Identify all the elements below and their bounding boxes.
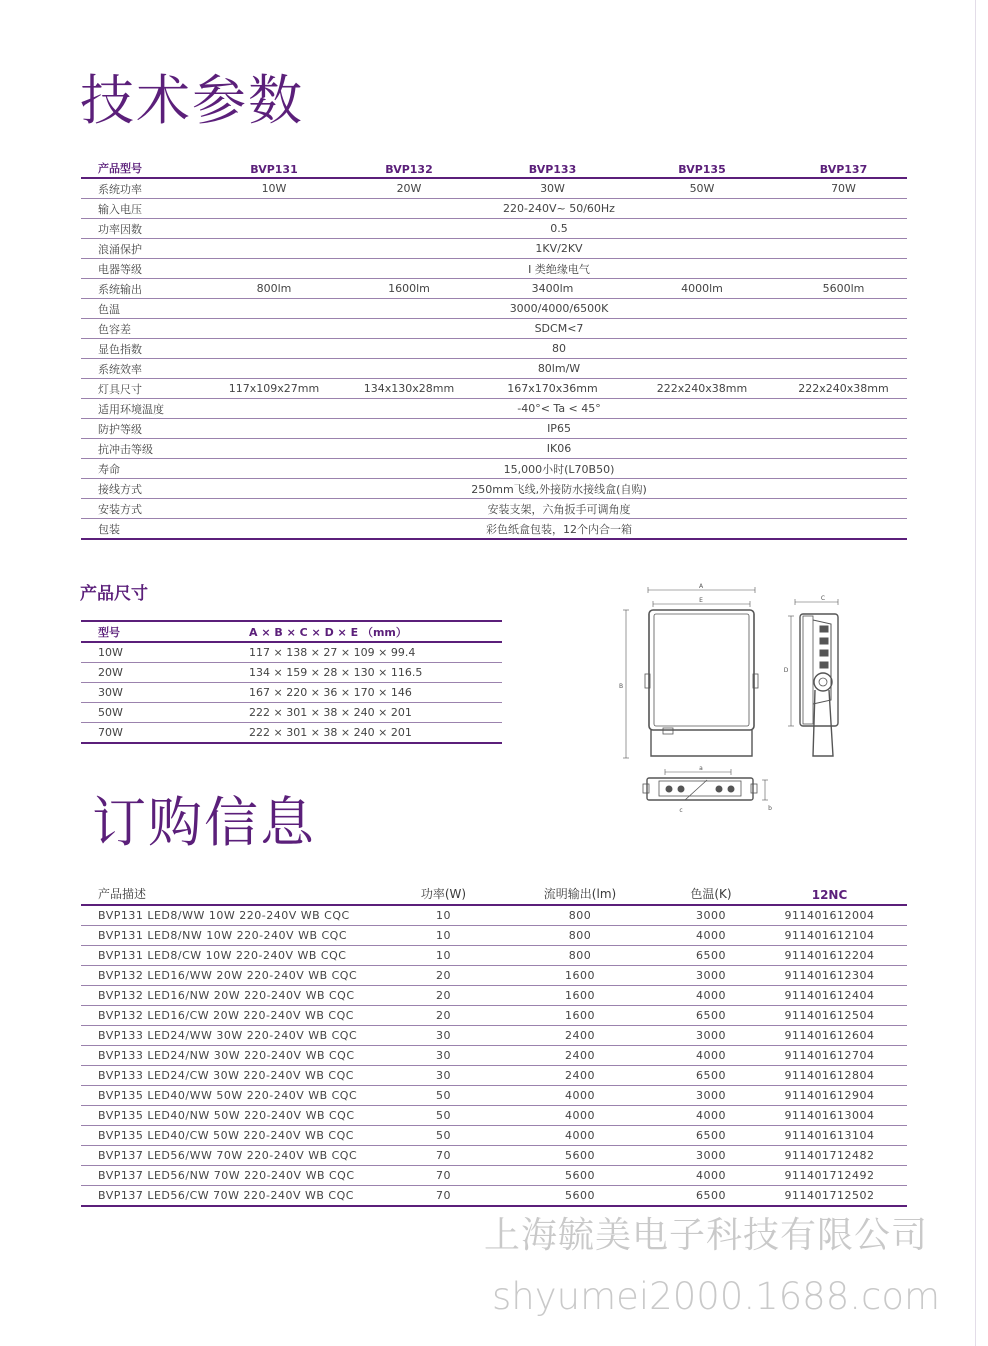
order-row (81, 1106, 907, 1126)
spec-shared-cell: 彩色纸盒包装，12个内合一箱 (211, 519, 907, 540)
order-power-cell: 70 (397, 1166, 490, 1186)
order-row (81, 1066, 907, 1086)
watermark-company: 上海毓美电子科技有限公司 (484, 1215, 929, 1256)
spec-row-label: 显色指数 (81, 339, 211, 359)
spec-row-label: 包装 (81, 519, 211, 540)
dimensions-table (81, 620, 502, 744)
spec-row (81, 459, 907, 479)
spec-row-label: 寿命 (81, 459, 211, 479)
spec-row-label: 输入电压 (81, 199, 211, 219)
dims-model-header: 型号 (81, 621, 213, 642)
order-power-cell: 30 (397, 1026, 490, 1046)
spec-row-label: 适用环境温度 (81, 399, 211, 419)
drawing-label-e: E (699, 597, 703, 604)
order-lumen-cell: 2400 (490, 1046, 670, 1066)
dims-model-cell: 50W (81, 703, 213, 723)
order-cct-cell: 6500 (670, 1066, 752, 1086)
spec-cell: 20W (337, 178, 481, 199)
order-12nc-cell: 911401612804 (752, 1066, 907, 1086)
order-lumen-cell: 1600 (490, 1006, 670, 1026)
order-header-cct: 色温(K) (670, 880, 752, 905)
order-info-title: 订购信息 (92, 791, 316, 854)
drawing-label-a-lower: a (699, 765, 703, 772)
order-description-cell: BVP133 LED24/NW 30W 220-240V WB CQC (81, 1046, 397, 1066)
order-power-cell: 10 (397, 905, 490, 926)
spec-cell: 1600lm (337, 279, 481, 299)
order-description-cell: BVP132 LED16/CW 20W 220-240V WB CQC (81, 1006, 397, 1026)
order-header-description: 产品描述 (81, 880, 397, 905)
order-row (81, 1166, 907, 1186)
spec-cell: 30W (481, 178, 624, 199)
spec-shared-cell: -40°< Ta < 45° (211, 399, 907, 419)
order-row (81, 926, 907, 946)
order-description-cell: BVP135 LED40/NW 50W 220-240V WB CQC (81, 1106, 397, 1126)
order-12nc-cell: 911401612004 (752, 905, 907, 926)
spec-shared-cell: IP65 (211, 419, 907, 439)
order-description-cell: BVP137 LED56/WW 70W 220-240V WB CQC (81, 1146, 397, 1166)
spec-shared-cell: 1KV/2KV (211, 239, 907, 259)
drawing-label-d: D (783, 667, 789, 674)
order-row (81, 966, 907, 986)
order-lumen-cell: 5600 (490, 1186, 670, 1207)
spec-model-header: BVP137 (780, 157, 907, 178)
spec-shared-cell: 220-240V~ 50/60Hz (211, 199, 907, 219)
watermark-url: shyumei2000.1688.com (492, 1275, 941, 1318)
order-row (81, 1006, 907, 1026)
dims-model-cell: 70W (81, 723, 213, 744)
spec-row (81, 299, 907, 319)
order-description-cell: BVP133 LED24/CW 30W 220-240V WB CQC (81, 1066, 397, 1086)
spec-row (81, 419, 907, 439)
order-power-cell: 10 (397, 926, 490, 946)
dims-row (81, 703, 502, 723)
spec-shared-cell: SDCM<7 (211, 319, 907, 339)
order-power-cell: 20 (397, 966, 490, 986)
spec-row-label: 色温 (81, 299, 211, 319)
order-power-cell: 30 (397, 1046, 490, 1066)
dims-size-cell: 222 × 301 × 38 × 240 × 201 (213, 723, 502, 744)
order-description-cell: BVP137 LED56/CW 70W 220-240V WB CQC (81, 1186, 397, 1207)
order-power-cell: 20 (397, 986, 490, 1006)
spec-model-header: BVP133 (481, 157, 624, 178)
order-row (81, 1186, 907, 1207)
spec-row-label: 灯具尺寸 (81, 379, 211, 399)
order-description-cell: BVP131 LED8/NW 10W 220-240V WB CQC (81, 926, 397, 946)
spec-row-label: 电器等级 (81, 259, 211, 279)
order-row (81, 986, 907, 1006)
spec-row-label: 抗冲击等级 (81, 439, 211, 459)
order-12nc-cell: 911401612904 (752, 1086, 907, 1106)
order-cct-cell: 4000 (670, 986, 752, 1006)
drawing-label-c-upper: C (820, 595, 826, 602)
spec-row (81, 439, 907, 459)
dims-size-header: A × B × C × D × E （mm） (213, 621, 502, 642)
order-12nc-cell: 911401612704 (752, 1046, 907, 1066)
order-lumen-cell: 4000 (490, 1086, 670, 1106)
order-cct-cell: 4000 (670, 1046, 752, 1066)
drawing-label-b: B (618, 683, 624, 690)
spec-cell: 50W (624, 178, 780, 199)
dimensions-header-row (81, 621, 502, 642)
spec-model-header: BVP135 (624, 157, 780, 178)
order-cct-cell: 3000 (670, 966, 752, 986)
order-header-row (81, 880, 907, 905)
spec-shared-cell: I 类绝缘电气 (211, 259, 907, 279)
spec-row (81, 359, 907, 379)
order-12nc-cell: 911401712492 (752, 1166, 907, 1186)
dims-size-cell: 167 × 220 × 36 × 170 × 146 (213, 683, 502, 703)
bottom-view-drawing (643, 769, 768, 800)
spec-shared-cell: 0.5 (211, 219, 907, 239)
dimensions-title: 产品尺寸 (80, 584, 148, 604)
spec-row (81, 479, 907, 499)
order-power-cell: 70 (397, 1186, 490, 1207)
order-power-cell: 20 (397, 1006, 490, 1026)
drawing-label-c-lower: c (679, 807, 683, 814)
order-description-cell: BVP131 LED8/CW 10W 220-240V WB CQC (81, 946, 397, 966)
spec-cell: 117x109x27mm (211, 379, 337, 399)
order-12nc-cell: 911401712502 (752, 1186, 907, 1207)
order-cct-cell: 6500 (670, 1126, 752, 1146)
order-cct-cell: 4000 (670, 1106, 752, 1126)
dims-row (81, 663, 502, 683)
spec-row (81, 339, 907, 359)
order-cct-cell: 4000 (670, 926, 752, 946)
order-lumen-cell: 1600 (490, 966, 670, 986)
order-power-cell: 10 (397, 946, 490, 966)
order-cct-cell: 3000 (670, 1026, 752, 1046)
order-lumen-cell: 4000 (490, 1106, 670, 1126)
order-12nc-cell: 911401612204 (752, 946, 907, 966)
spec-row-label: 色容差 (81, 319, 211, 339)
order-row (81, 1126, 907, 1146)
spec-shared-cell: IK06 (211, 439, 907, 459)
order-12nc-cell: 911401612604 (752, 1026, 907, 1046)
order-row (81, 1146, 907, 1166)
order-lumen-cell: 800 (490, 926, 670, 946)
order-description-cell: BVP135 LED40/CW 50W 220-240V WB CQC (81, 1126, 397, 1146)
dims-size-cell: 222 × 301 × 38 × 240 × 201 (213, 703, 502, 723)
dims-row (81, 723, 502, 744)
spec-shared-cell: 250mm飞线,外接防水接线盒(自购) (211, 479, 907, 499)
order-description-cell: BVP137 LED56/NW 70W 220-240V WB CQC (81, 1166, 397, 1186)
spec-row (81, 499, 907, 519)
order-cct-cell: 4000 (670, 1166, 752, 1186)
order-12nc-cell: 911401612304 (752, 966, 907, 986)
order-cct-cell: 3000 (670, 1086, 752, 1106)
order-description-cell: BVP131 LED8/WW 10W 220-240V WB CQC (81, 905, 397, 926)
spec-row (81, 399, 907, 419)
spec-row-label: 功率因数 (81, 219, 211, 239)
spec-header-row (81, 157, 907, 178)
order-power-cell: 50 (397, 1086, 490, 1106)
product-dimension-drawing (615, 580, 845, 820)
order-description-cell: BVP132 LED16/NW 20W 220-240V WB CQC (81, 986, 397, 1006)
spec-row-label: 安装方式 (81, 499, 211, 519)
dims-size-cell: 117 × 138 × 27 × 109 × 99.4 (213, 642, 502, 663)
order-description-cell: BVP132 LED16/WW 20W 220-240V WB CQC (81, 966, 397, 986)
order-lumen-cell: 800 (490, 905, 670, 926)
drawing-label-a-upper: A (698, 583, 704, 590)
dims-size-cell: 134 × 159 × 28 × 130 × 116.5 (213, 663, 502, 683)
spec-shared-cell: 3000/4000/6500K (211, 299, 907, 319)
spec-row (81, 519, 907, 540)
spec-cell: 10W (211, 178, 337, 199)
spec-row-label: 系统效率 (81, 359, 211, 379)
spec-row (81, 239, 907, 259)
order-power-cell: 70 (397, 1146, 490, 1166)
spec-row-label: 系统输出 (81, 279, 211, 299)
drawing-label-b-lower: b (768, 805, 772, 812)
spec-cell: 3400lm (481, 279, 624, 299)
spec-cell: 222x240x38mm (624, 379, 780, 399)
spec-cell: 167x170x36mm (481, 379, 624, 399)
order-lumen-cell: 1600 (490, 986, 670, 1006)
order-12nc-cell: 911401613004 (752, 1106, 907, 1126)
spec-model-header: BVP131 (211, 157, 337, 178)
order-cct-cell: 6500 (670, 946, 752, 966)
dims-model-cell: 20W (81, 663, 213, 683)
spec-row (81, 178, 907, 199)
order-cct-cell: 6500 (670, 1186, 752, 1207)
side-view-drawing (788, 599, 838, 756)
spec-cell: 222x240x38mm (780, 379, 907, 399)
order-power-cell: 30 (397, 1066, 490, 1086)
order-description-cell: BVP133 LED24/WW 30W 220-240V WB CQC (81, 1026, 397, 1046)
order-table (81, 880, 907, 1207)
order-lumen-cell: 800 (490, 946, 670, 966)
order-12nc-cell: 911401612404 (752, 986, 907, 1006)
dims-row (81, 642, 502, 663)
spec-row-label: 系统功率 (81, 178, 211, 199)
order-row (81, 905, 907, 926)
spec-row (81, 219, 907, 239)
page-edge-rule (975, 0, 976, 1346)
order-header-12nc: 12NC (752, 880, 907, 905)
dims-row (81, 683, 502, 703)
spec-cell: 4000lm (624, 279, 780, 299)
spec-row (81, 379, 907, 399)
spec-row-label: 防护等级 (81, 419, 211, 439)
dims-model-cell: 30W (81, 683, 213, 703)
spec-row-label: 浪涌保护 (81, 239, 211, 259)
order-row (81, 1046, 907, 1066)
tech-params-title: 技术参数 (80, 69, 304, 132)
order-header-lumen: 流明输出(lm) (490, 880, 670, 905)
order-row (81, 946, 907, 966)
spec-row (81, 259, 907, 279)
order-row (81, 1086, 907, 1106)
spec-cell: 70W (780, 178, 907, 199)
order-lumen-cell: 5600 (490, 1166, 670, 1186)
order-lumen-cell: 2400 (490, 1066, 670, 1086)
spec-shared-cell: 80lm/W (211, 359, 907, 379)
spec-shared-cell: 80 (211, 339, 907, 359)
spec-cell: 5600lm (780, 279, 907, 299)
order-12nc-cell: 911401613104 (752, 1126, 907, 1146)
spec-label-header: 产品型号 (81, 157, 211, 178)
order-header-power: 功率(W) (397, 880, 490, 905)
spec-row (81, 199, 907, 219)
dims-model-cell: 10W (81, 642, 213, 663)
order-12nc-cell: 911401612504 (752, 1006, 907, 1026)
spec-row (81, 319, 907, 339)
order-description-cell: BVP135 LED40/WW 50W 220-240V WB CQC (81, 1086, 397, 1106)
order-lumen-cell: 5600 (490, 1146, 670, 1166)
spec-cell: 134x130x28mm (337, 379, 481, 399)
order-row (81, 1026, 907, 1046)
spec-table (81, 157, 907, 540)
order-lumen-cell: 2400 (490, 1026, 670, 1046)
order-12nc-cell: 911401612104 (752, 926, 907, 946)
order-power-cell: 50 (397, 1126, 490, 1146)
spec-row (81, 279, 907, 299)
order-12nc-cell: 911401712482 (752, 1146, 907, 1166)
spec-cell: 800lm (211, 279, 337, 299)
spec-model-header: BVP132 (337, 157, 481, 178)
order-cct-cell: 6500 (670, 1006, 752, 1026)
spec-shared-cell: 安装支架，六角扳手可调角度 (211, 499, 907, 519)
order-power-cell: 50 (397, 1106, 490, 1126)
order-cct-cell: 3000 (670, 1146, 752, 1166)
front-view-drawing (623, 587, 758, 758)
spec-row-label: 接线方式 (81, 479, 211, 499)
order-lumen-cell: 4000 (490, 1126, 670, 1146)
spec-shared-cell: 15,000小时(L70B50) (211, 459, 907, 479)
order-cct-cell: 3000 (670, 905, 752, 926)
